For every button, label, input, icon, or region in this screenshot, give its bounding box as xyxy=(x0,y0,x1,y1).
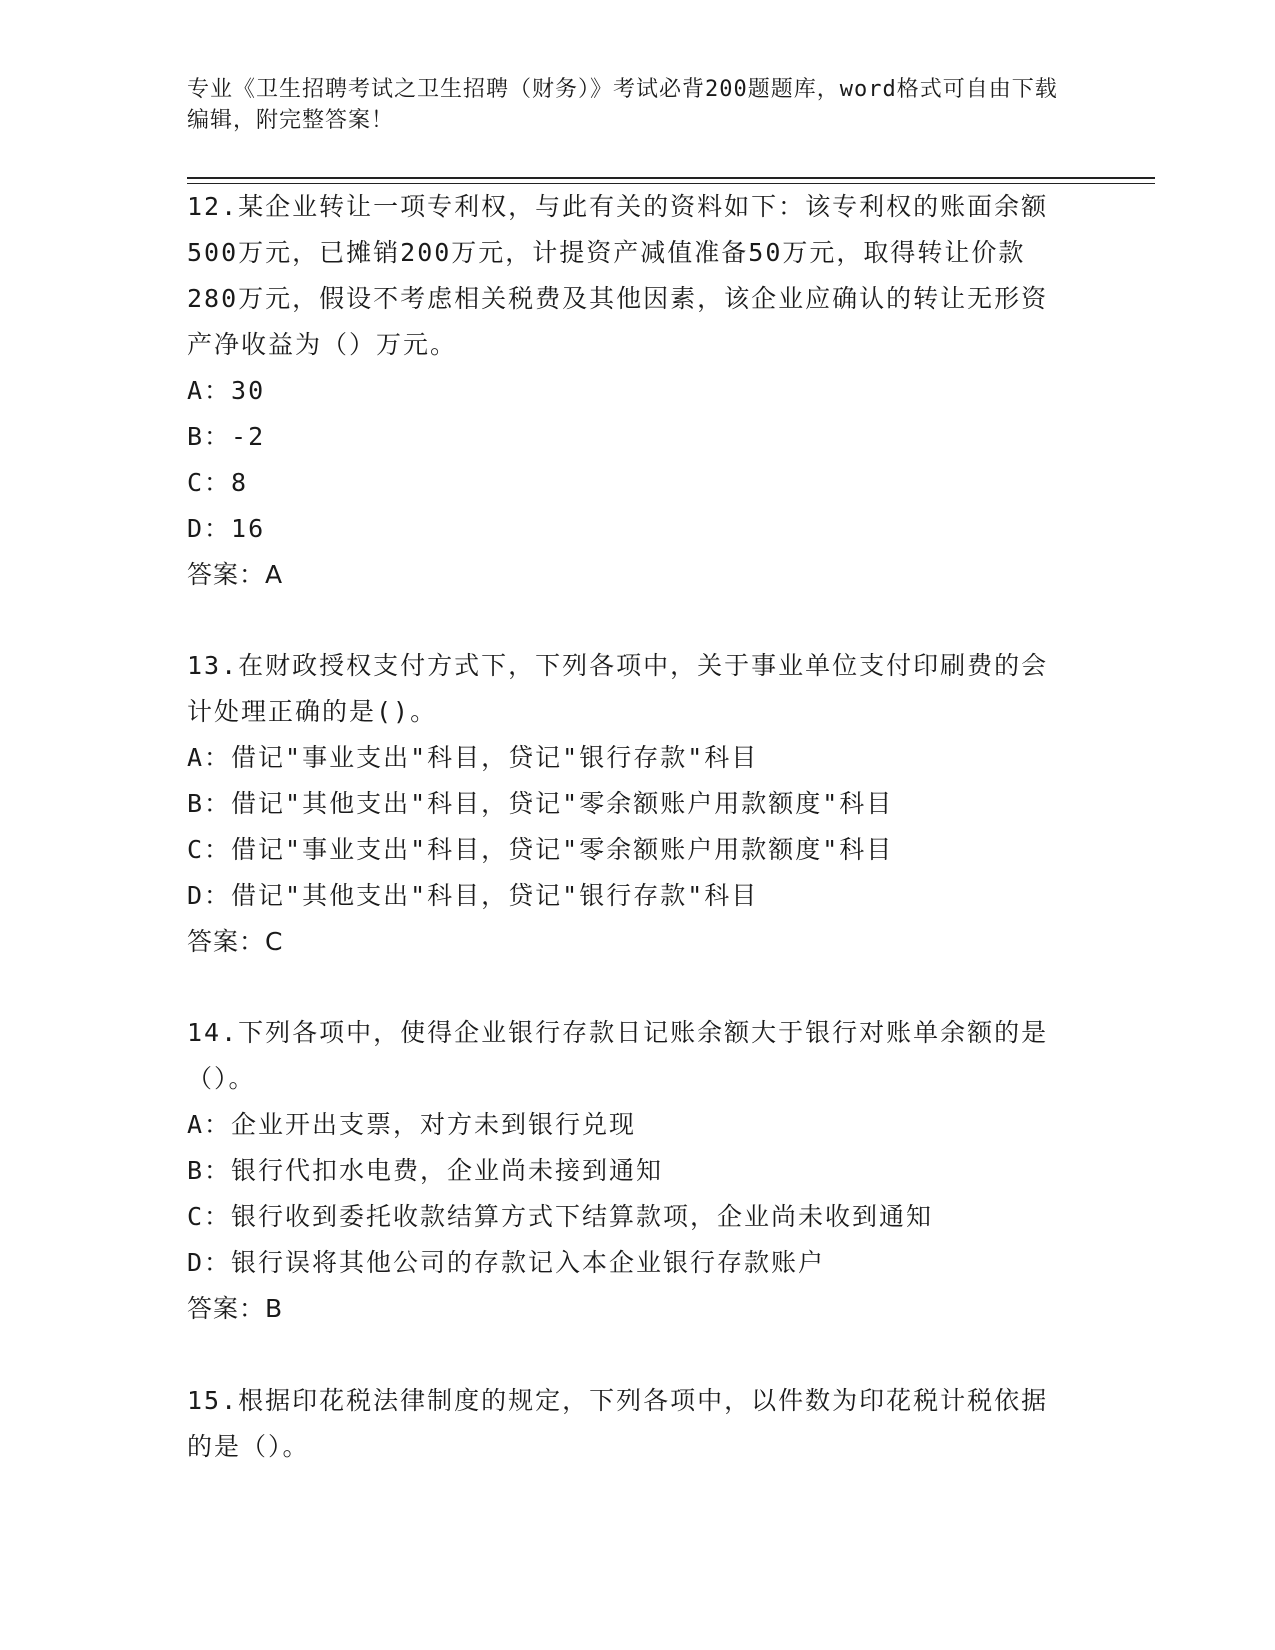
answer-line: 答案：C xyxy=(187,927,284,956)
question-15 xyxy=(187,1378,1067,1470)
answer-line: 答案：A xyxy=(187,560,284,589)
option-c: C：银行收到委托收款结算方式下结算款项，企业尚未收到通知 xyxy=(187,1202,934,1231)
header-divider xyxy=(187,177,1155,179)
question-stem: 13.在财政授权支付方式下，下列各项中，关于事业单位支付印刷费的会计处理正确的是()。 xyxy=(187,651,1049,726)
question-stem: 14.下列各项中，使得企业银行存款日记账余额大于银行对账单余额的是（）。 xyxy=(187,1018,1049,1093)
question-12 xyxy=(187,184,1067,598)
question-stem: 15.根据印花税法律制度的规定，下列各项中，以件数为印花税计税依据的是（）。 xyxy=(187,1386,1049,1461)
option-d: D：16 xyxy=(187,514,266,543)
option-c: C：8 xyxy=(187,468,249,497)
question-14 xyxy=(187,1010,1067,1332)
option-c: C：借记"事业支出"科目，贷记"零余额账户用款额度"科目 xyxy=(187,835,894,864)
question-13 xyxy=(187,643,1067,965)
answer-line: 答案：B xyxy=(187,1294,284,1323)
option-d: D：借记"其他支出"科目，贷记"银行存款"科目 xyxy=(187,881,759,910)
option-b: B：-2 xyxy=(187,422,266,451)
option-b: B：借记"其他支出"科目，贷记"零余额账户用款额度"科目 xyxy=(187,789,894,818)
option-b: B：银行代扣水电费，企业尚未接到通知 xyxy=(187,1156,664,1185)
document-header: 专业《卫生招聘考试之卫生招聘（财务）》考试必背200题题库，word格式可自由下载编辑，附完整答案！ xyxy=(187,77,1058,133)
option-a: A：借记"事业支出"科目，贷记"银行存款"科目 xyxy=(187,743,759,772)
question-stem: 12.某企业转让一项专利权，与此有关的资料如下：该专利权的账面余额500万元，已摊销200万元，计提资产减值准备50万元，取得转让价款280万元，假设不考虑相关税费及其他因素，该企业应确认的转让无形资产净收益为（）万元。 xyxy=(187,192,1049,359)
option-a: A：企业开出支票，对方未到银行兑现 xyxy=(187,1110,637,1139)
option-d: D：银行误将其他公司的存款记入本企业银行存款账户 xyxy=(187,1248,826,1277)
option-a: A：30 xyxy=(187,376,266,405)
